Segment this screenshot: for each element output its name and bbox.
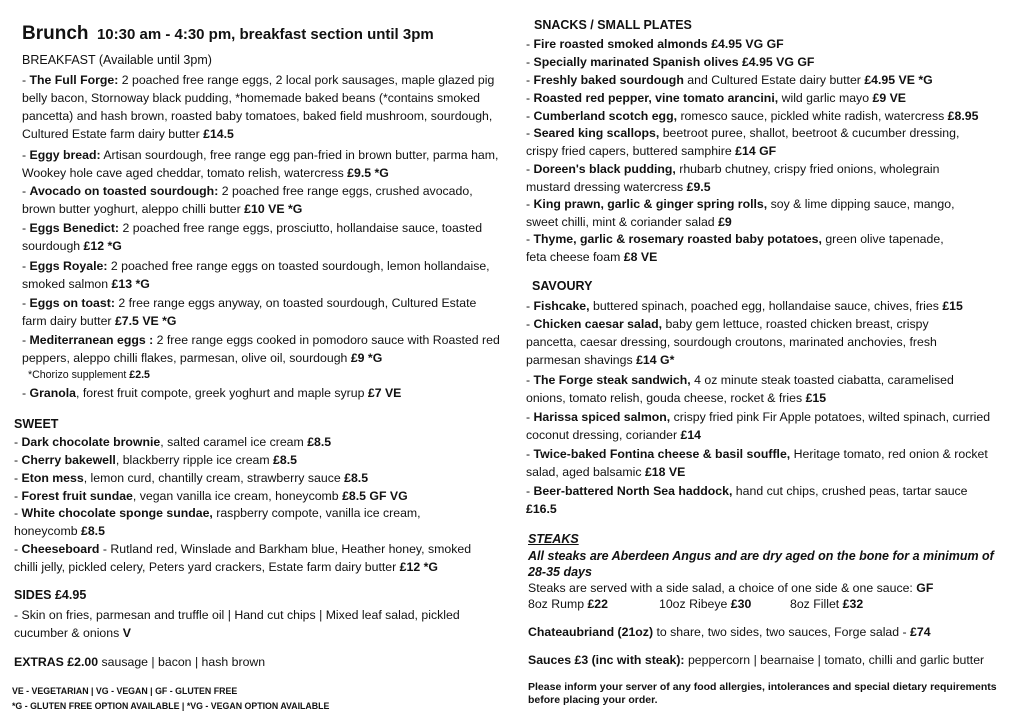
brunch-hours: 10:30 am - 4:30 pm, breakfast section until 3pm	[96, 26, 434, 43]
menu-item-caesar-salad: - Chicken caesar salad, baby gem lettuce, roasted chicken breast, crispy pancetta, caesar dressing, sourdough croutons, marinated anchovies, fresh parmesan shavings £14 G*	[526, 317, 937, 368]
breakfast-heading: BREAKFAST (Available until 3pm)	[22, 53, 212, 67]
menu-item-eggy-bread: - Eggy bread: Artisan sourdough, free range egg pan-fried in brown butter, parma ham, Wookey hole cave aged cheddar, tomato relish, watercress £9.5 *G	[22, 148, 499, 181]
menu-item-salmon: - Harissa spiced salmon, crispy fried pink Fir Apple potatoes, wilted spinach, curried coconut dressing, coriander £14	[526, 410, 991, 443]
menu-item-bakewell: - Cherry bakewell, blackberry ripple ice cream £8.5	[14, 453, 297, 467]
chorizo-supplement: *Chorizo supplement £2.5	[28, 369, 150, 381]
savoury-heading: SAVOURY	[532, 279, 593, 293]
menu-item-haddock: - Beer-battered North Sea haddock, hand cut chips, crushed peas, tartar sauce £16.5	[526, 484, 968, 517]
menu-item-almonds: - Fire roasted smoked almonds £4.95 VG GF	[526, 37, 784, 51]
steaks-heading: STEAKS	[528, 532, 579, 546]
page-title	[22, 23, 434, 45]
menu-item-spring-rolls: - King prawn, garlic & ginger spring rolls, soy & lime dipping sauce, mango, sweet chilli, mint & coriander salad £9	[526, 197, 955, 230]
sauces-line: Sauces £3 (inc with steak): peppercorn | bearnaise | tomato, chilli and garlic butter	[528, 653, 985, 667]
steaks-note: All steaks are Aberdeen Angus and are dry aged on the bone for a minimum of 28-35 days	[528, 549, 994, 579]
menu-item-arancini: - Roasted red pepper, vine tomato arancini, wild garlic mayo £9 VE	[526, 91, 906, 105]
allergy-notice: Please inform your server of any food allergies, intolerances and special dietary requirements before placing your order.	[528, 681, 997, 706]
menu-item-eggs-on-toast: - Eggs on toast: 2 free range eggs anyway, on toasted sourdough, Cultured Estate farm dairy butter £7.5 VE *G	[22, 296, 477, 329]
legend-line-2: *G - GLUTEN FREE OPTION AVAILABLE | *VG - VEGAN OPTION AVAILABLE	[12, 701, 330, 711]
snacks-heading: SNACKS / SMALL PLATES	[534, 18, 692, 32]
menu-item-fishcake: - Fishcake, buttered spinach, poached egg, hollandaise sauce, chives, fries £15	[526, 299, 963, 313]
menu-item-benedict: - Eggs Benedict: 2 poached free range eggs, prosciutto, hollandaise sauce, toasted sourdough £12 *G	[22, 221, 483, 254]
steaks-served: Steaks are served with a side salad, a choice of one side & one sauce: GF	[528, 581, 934, 595]
menu-item-baby-potatoes: - Thyme, garlic & rosemary roasted baby potatoes, green olive tapenade, feta cheese foam £8 VE	[526, 232, 944, 265]
menu-item-scallops: - Seared king scallops, beetroot puree, shallot, beetroot & cucumber dressing, crispy fried capers, buttered samphire £14 GF	[526, 126, 960, 159]
sides-list: - Skin on fries, parmesan and truffle oil | Hand cut chips | Mixed leaf salad, pickled cucumber & onions V	[14, 608, 460, 641]
menu-item-mediterranean: - Mediterranean eggs : 2 free range eggs cooked in pomodoro sauce with Roasted red peppers, aleppo chilli flakes, parmesan, olive oil, sourdough £9 *G	[22, 333, 500, 366]
menu-item-avocado: - Avocado on toasted sourdough: 2 poached free range eggs, crushed avocado, brown butter yoghurt, aleppo chilli butter £10 VE *G	[22, 184, 473, 217]
menu-item-forest-sundae: - Forest fruit sundae, vegan vanilla ice cream, honeycomb £8.5 GF VG	[14, 489, 408, 503]
menu-item-scotch-egg: - Cumberland scotch egg, romesco sauce, pickled white radish, watercress £8.95	[526, 109, 979, 123]
menu-item-eton-mess: - Eton mess, lemon curd, chantilly cream, strawberry sauce £8.5	[14, 471, 369, 485]
menu-item-full-forge: - The Full Forge: 2 poached free range eggs, 2 local pork sausages, maple glazed pig belly bacon, Stornoway black pudding, *homemade baked beans (*contains smoked pancetta) and hash brown, roasted baby tomatoes, baked field mushroom, sourdough, Cultured Estate farm dairy butter £14.5	[22, 73, 495, 142]
steak-rump: 8oz Rump £22	[528, 597, 608, 611]
extras-line: EXTRAS £2.00 sausage | bacon | hash brown	[14, 655, 266, 669]
brunch-title: Brunch	[22, 23, 89, 44]
chateaubriand: Chateaubriand (21oz) to share, two sides, two sauces, Forge salad - £74	[528, 625, 931, 639]
menu-item-brownie: - Dark chocolate brownie, salted caramel ice cream £8.5	[14, 435, 332, 449]
steak-fillet: 8oz Fillet £32	[790, 597, 864, 611]
menu-item-olives: - Specially marinated Spanish olives £4.95 VG GF	[526, 55, 815, 69]
menu-item-souffle: - Twice-baked Fontina cheese & basil souffle, Heritage tomato, red onion & rocket salad, aged balsamic £18 VE	[526, 447, 988, 480]
sides-heading: SIDES £4.95	[14, 588, 87, 602]
menu-item-black-pudding: - Doreen's black pudding, rhubarb chutney, crispy fried onions, wholegrain mustard dressing watercress £9.5	[526, 162, 940, 195]
menu-item-sourdough: - Freshly baked sourdough and Cultured Estate dairy butter £4.95 VE *G	[526, 73, 933, 87]
menu-item-granola: - Granola, forest fruit compote, greek yoghurt and maple syrup £7 VE	[22, 386, 402, 400]
menu-item-royale: - Eggs Royale: 2 poached free range eggs on toasted sourdough, lemon hollandaise, smoked salmon £13 *G	[22, 259, 490, 292]
menu-item-white-chocolate: - White chocolate sponge sundae, raspberry compote, vanilla ice cream, honeycomb £8.5	[14, 506, 421, 539]
sweet-heading: SWEET	[14, 417, 59, 431]
menu-item-steak-sandwich: - The Forge steak sandwich, 4 oz minute steak toasted ciabatta, caramelised onions, tomato relish, gouda cheese, rocket & fries £15	[526, 373, 954, 406]
legend-line-1: VE - VEGETARIAN | VG - VEGAN | GF - GLUTEN FREE	[12, 686, 238, 696]
steak-ribeye: 10oz Ribeye £30	[659, 597, 752, 611]
menu-item-cheeseboard: - Cheeseboard - Rutland red, Winslade and Barkham blue, Heather honey, smoked chilli jelly, pickled celery, Peters yard crackers, Estate farm dairy butter £12 *G	[14, 542, 472, 575]
